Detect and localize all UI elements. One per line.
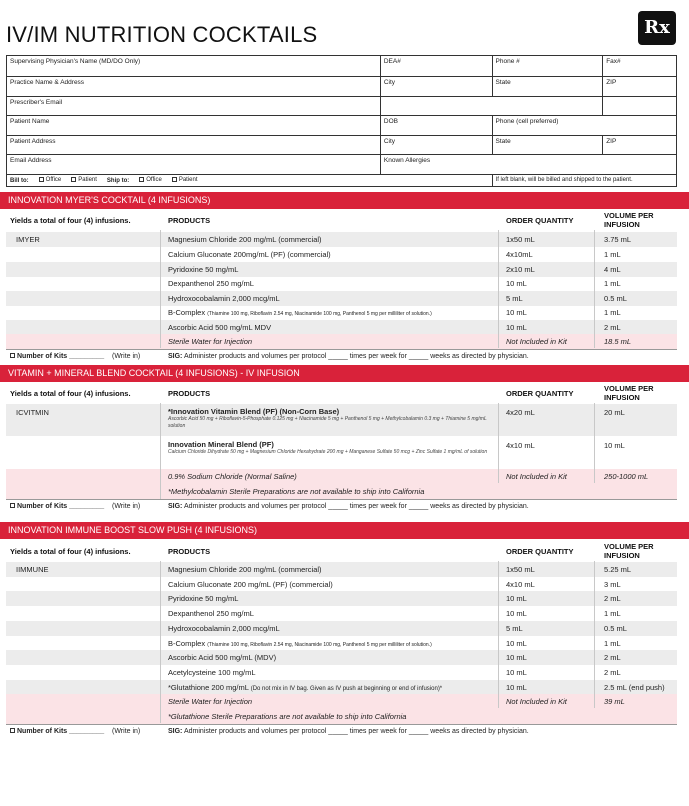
product-name: Sterile Water for Injection bbox=[168, 336, 253, 346]
volume: 0.5 mL bbox=[604, 623, 627, 633]
volume: 1 mL bbox=[604, 249, 621, 259]
column-divider bbox=[498, 230, 499, 348]
sig-instructions: SIG: Administer products and volumes per protocol _____ times per week for _____ weeks as directed by physician. bbox=[168, 727, 529, 735]
volume: 250-1000 mL bbox=[604, 471, 649, 481]
product-name: B-Complex (Thiamine 100 mg, Riboflavin 2.54 mg, Niacinamide 100 mg, Panthenol 5 mg per milliliter of solution.) bbox=[168, 307, 432, 317]
product-name: Calcium Gluconate 200 mg/mL (PF) (commercial) bbox=[168, 579, 333, 589]
product-name: Ascorbic Acid 500 mg/mL (MDV) bbox=[168, 652, 277, 662]
table-row bbox=[6, 650, 677, 665]
order-qty: 10 mL bbox=[506, 652, 527, 662]
kit-code: ICVITMIN bbox=[16, 408, 49, 417]
table-row bbox=[6, 621, 677, 636]
volume: 10 mL bbox=[604, 441, 625, 450]
order-qty: 1x50 mL bbox=[506, 564, 535, 574]
sig-row bbox=[6, 499, 677, 512]
volume: 3.75 mL bbox=[604, 234, 632, 244]
order-qty: Not Included in Kit bbox=[506, 696, 567, 706]
column-divider bbox=[594, 561, 595, 708]
ship-to-label: Ship to: bbox=[106, 177, 130, 184]
volume: 3 mL bbox=[604, 579, 621, 589]
blank-cell bbox=[603, 97, 676, 115]
yields-header: Yields a total of four (4) infusions. bbox=[10, 216, 131, 225]
table-row bbox=[6, 305, 677, 320]
write-in-label: (Write in) bbox=[112, 727, 141, 735]
patient-name-field[interactable]: Patient Name bbox=[7, 116, 381, 135]
rx-logo-icon: Rx bbox=[638, 11, 676, 45]
column-divider bbox=[160, 403, 161, 499]
prescriber-email-field[interactable]: Prescriber's Email bbox=[7, 97, 381, 115]
order-qty: 1x50 mL bbox=[506, 234, 535, 244]
table-row bbox=[6, 709, 677, 724]
table-row bbox=[6, 247, 677, 262]
volume: 5.25 mL bbox=[604, 564, 632, 574]
volume: 2 mL bbox=[604, 652, 621, 662]
order-qty: Not Included in Kit bbox=[506, 471, 567, 481]
product-name: Dexpanthenol 250 mg/mL bbox=[168, 278, 254, 288]
table-row bbox=[6, 291, 677, 306]
order-qty: 10 mL bbox=[506, 608, 527, 618]
table-row bbox=[6, 437, 677, 469]
page-title: IV/IM NUTRITION COCKTAILS bbox=[6, 22, 318, 47]
order-qty: 2x10 mL bbox=[506, 264, 535, 274]
product-name: Sterile Water for Injection bbox=[168, 696, 253, 706]
volume: 0.5 mL bbox=[604, 293, 627, 303]
column-divider bbox=[160, 230, 161, 348]
practice-state-field[interactable]: State bbox=[493, 77, 604, 96]
kit-code: IIMMUNE bbox=[16, 564, 49, 574]
products-header: PRODUCTS bbox=[168, 389, 211, 398]
table-row bbox=[6, 665, 677, 680]
number-of-kits-field[interactable]: Number of Kits _________ bbox=[10, 353, 104, 360]
volume: 2.5 mL (end push) bbox=[604, 682, 665, 692]
product-name: Innovation Mineral Blend (PF) Calcium Chloride Dihydrate 50 mg + Magnesium Chloride Hexahydrate 200 mg + Manganese Sulfate 50 mcg + Zinc Sulfate 1 mg/mL of solution bbox=[168, 440, 488, 455]
product-name: Hydroxocobalamin 2,000 mcg/mL bbox=[168, 293, 280, 303]
section-immune-boost-heading: INNOVATION IMMUNE BOOST SLOW PUSH (4 INFUSIONS) bbox=[0, 522, 689, 539]
order-qty: 10 mL bbox=[506, 307, 527, 317]
bill-ship-options bbox=[7, 175, 493, 186]
product-name: *Glutathione 200 mg/mL (Do not mix in IV bag. Given as IV push at beginning or end of infusion)* bbox=[168, 682, 443, 692]
product-name: Magnesium Chloride 200 mg/mL (commercial) bbox=[168, 564, 322, 574]
volume-header: VOLUME PER INFUSION bbox=[604, 211, 654, 229]
physician-name-field[interactable]: Supervising Physician's Name (MD/DO Only) bbox=[7, 56, 381, 76]
phone-field[interactable]: Phone # bbox=[493, 56, 604, 76]
product-name: B-Complex (Thiamine 100 mg, Riboflavin 2.54 mg, Niacinamide 100 mg, Panthenol 5 mg per milliliter of solution.) bbox=[168, 638, 432, 648]
table-row bbox=[6, 320, 677, 335]
yields-header: Yields a total of four (4) infusions. bbox=[10, 547, 131, 556]
product-name: Pyridoxine 50 mg/mL bbox=[168, 593, 239, 603]
patient-email-field[interactable]: Email Address bbox=[7, 155, 381, 174]
product-name: Pyridoxine 50 mg/mL bbox=[168, 264, 239, 274]
dob-field[interactable]: DOB bbox=[381, 116, 493, 135]
patient-state-field[interactable]: State bbox=[493, 136, 604, 154]
volume: 4 mL bbox=[604, 264, 621, 274]
volume: 2 mL bbox=[604, 322, 621, 332]
sig-row bbox=[6, 349, 677, 362]
product-name: 0.9% Sodium Chloride (Normal Saline) bbox=[168, 471, 297, 481]
product-name: Magnesium Chloride 200 mg/mL (commercial) bbox=[168, 234, 322, 244]
volume: 18.5 mL bbox=[604, 336, 632, 346]
number-of-kits-field[interactable]: Number of Kits _________ bbox=[10, 503, 104, 510]
sig-row bbox=[6, 724, 677, 737]
blank-billing-note: If left blank, will be billed and shipped to the patient. bbox=[495, 177, 633, 183]
order-qty-header: ORDER QUANTITY bbox=[506, 216, 574, 225]
volume: 1 mL bbox=[604, 278, 621, 288]
volume: 2 mL bbox=[604, 667, 621, 677]
fax-field[interactable]: Fax# bbox=[606, 58, 621, 65]
order-qty: 4x10 mL bbox=[506, 441, 535, 450]
patient-zip-field[interactable]: ZIP bbox=[606, 138, 617, 145]
product-name: Dexpanthenol 250 mg/mL bbox=[168, 608, 254, 618]
order-qty: 5 mL bbox=[506, 623, 523, 633]
volume: 39 mL bbox=[604, 696, 625, 706]
order-qty: 10 mL bbox=[506, 667, 527, 677]
table-row bbox=[6, 636, 677, 651]
table-row bbox=[6, 484, 677, 499]
column-divider bbox=[498, 403, 499, 483]
product-name: Hydroxocobalamin 2,000 mcg/mL bbox=[168, 623, 280, 633]
yields-header: Yields a total of four (4) infusions. bbox=[10, 389, 131, 398]
order-qty: 4x20 mL bbox=[506, 408, 535, 417]
product-name: Acetylcysteine 100 mg/mL bbox=[168, 667, 256, 677]
kit-code: IMYER bbox=[16, 234, 40, 244]
order-qty: 10 mL bbox=[506, 322, 527, 332]
order-qty-header: ORDER QUANTITY bbox=[506, 547, 574, 556]
product-name: Ascorbic Acid 500 mg/mL MDV bbox=[168, 322, 272, 332]
sig-instructions: SIG: Administer products and volumes per protocol _____ times per week for _____ weeks as directed by physician. bbox=[168, 352, 529, 360]
order-qty: 10 mL bbox=[506, 682, 527, 692]
order-qty-header: ORDER QUANTITY bbox=[506, 389, 574, 398]
volume-header: VOLUME PER INFUSION bbox=[604, 384, 654, 402]
ship-to-office-checkbox[interactable]: Office bbox=[139, 177, 162, 183]
order-qty: 4x10mL bbox=[506, 249, 533, 259]
table-row bbox=[6, 334, 677, 349]
order-qty: 10 mL bbox=[506, 638, 527, 648]
product-name: *Innovation Vitamin Blend (PF) (Non-Corn Base) Ascorbic Acid 50 mg + Riboflavin-5-Phosphate 0.125 mg + Niacinamide 5 mg + Panthenol 5 mg + Methylcobalamin 0.3 mg + Thiamine 5 mg/mL solution bbox=[168, 407, 487, 429]
table-row bbox=[6, 694, 677, 709]
sig-instructions: SIG: Administer products and volumes per protocol _____ times per week for _____ weeks as directed by physician. bbox=[168, 502, 529, 510]
ship-to-patient-checkbox[interactable]: Patient bbox=[172, 177, 198, 183]
volume: 1 mL bbox=[604, 307, 621, 317]
section-vitamin-mineral-heading: VITAMIN + MINERAL BLEND COCKTAIL (4 INFUSIONS) - IV INFUSION bbox=[0, 365, 689, 382]
order-qty: 10 mL bbox=[506, 593, 527, 603]
table-row bbox=[6, 262, 677, 277]
order-qty: Not Included in Kit bbox=[506, 336, 567, 346]
column-divider bbox=[160, 561, 161, 723]
order-qty: 4x10 mL bbox=[506, 579, 535, 589]
table-row bbox=[6, 276, 677, 291]
write-in-label: (Write in) bbox=[112, 502, 141, 510]
bill-to-office-checkbox[interactable]: Office bbox=[39, 177, 62, 183]
order-qty: 5 mL bbox=[506, 293, 523, 303]
table-row bbox=[6, 469, 677, 484]
patient-address-field[interactable]: Patient Address bbox=[7, 136, 381, 154]
order-qty: 10 mL bbox=[506, 278, 527, 288]
shipping-note: *Methylcobalamin Sterile Preparations are not available to ship into California bbox=[168, 486, 425, 496]
table-row bbox=[6, 232, 677, 247]
column-divider bbox=[594, 403, 595, 483]
volume: 1 mL bbox=[604, 638, 621, 648]
prescriber-patient-form bbox=[6, 55, 677, 187]
shipping-note: *Glutathione Sterile Preparations are not available to ship into California bbox=[168, 711, 407, 721]
allergies-field[interactable]: Known Allergies bbox=[383, 157, 431, 164]
table-row bbox=[6, 562, 677, 577]
bill-to-patient-checkbox[interactable]: Patient bbox=[71, 177, 97, 183]
practice-address-field[interactable]: Practice Name & Address bbox=[7, 77, 381, 96]
bill-to-label: Bill to: bbox=[10, 177, 29, 184]
column-divider bbox=[594, 230, 595, 348]
volume: 1 mL bbox=[604, 608, 621, 618]
volume-header: VOLUME PER INFUSION bbox=[604, 542, 654, 560]
patient-phone-field[interactable]: Phone (cell preferred) bbox=[495, 118, 559, 125]
patient-city-field[interactable]: City bbox=[381, 136, 493, 154]
number-of-kits-field[interactable]: Number of Kits _________ bbox=[10, 728, 104, 735]
section-myers-heading: INNOVATION MYER'S COCKTAIL (4 INFUSIONS) bbox=[0, 192, 689, 209]
write-in-label: (Write in) bbox=[112, 352, 141, 360]
table-row bbox=[6, 591, 677, 606]
volume: 2 mL bbox=[604, 593, 621, 603]
table-row bbox=[6, 404, 677, 436]
table-row bbox=[6, 680, 677, 695]
table-row bbox=[6, 606, 677, 621]
practice-zip-field[interactable]: ZIP bbox=[606, 79, 617, 86]
blank-cell bbox=[381, 97, 603, 115]
table-row bbox=[6, 577, 677, 592]
products-header: PRODUCTS bbox=[168, 547, 211, 556]
column-divider bbox=[498, 561, 499, 708]
products-header: PRODUCTS bbox=[168, 216, 211, 225]
dea-field[interactable]: DEA# bbox=[381, 56, 493, 76]
product-name: Calcium Gluconate 200mg/mL (PF) (commercial) bbox=[168, 249, 331, 259]
volume: 20 mL bbox=[604, 408, 625, 417]
practice-city-field[interactable]: City bbox=[381, 77, 493, 96]
